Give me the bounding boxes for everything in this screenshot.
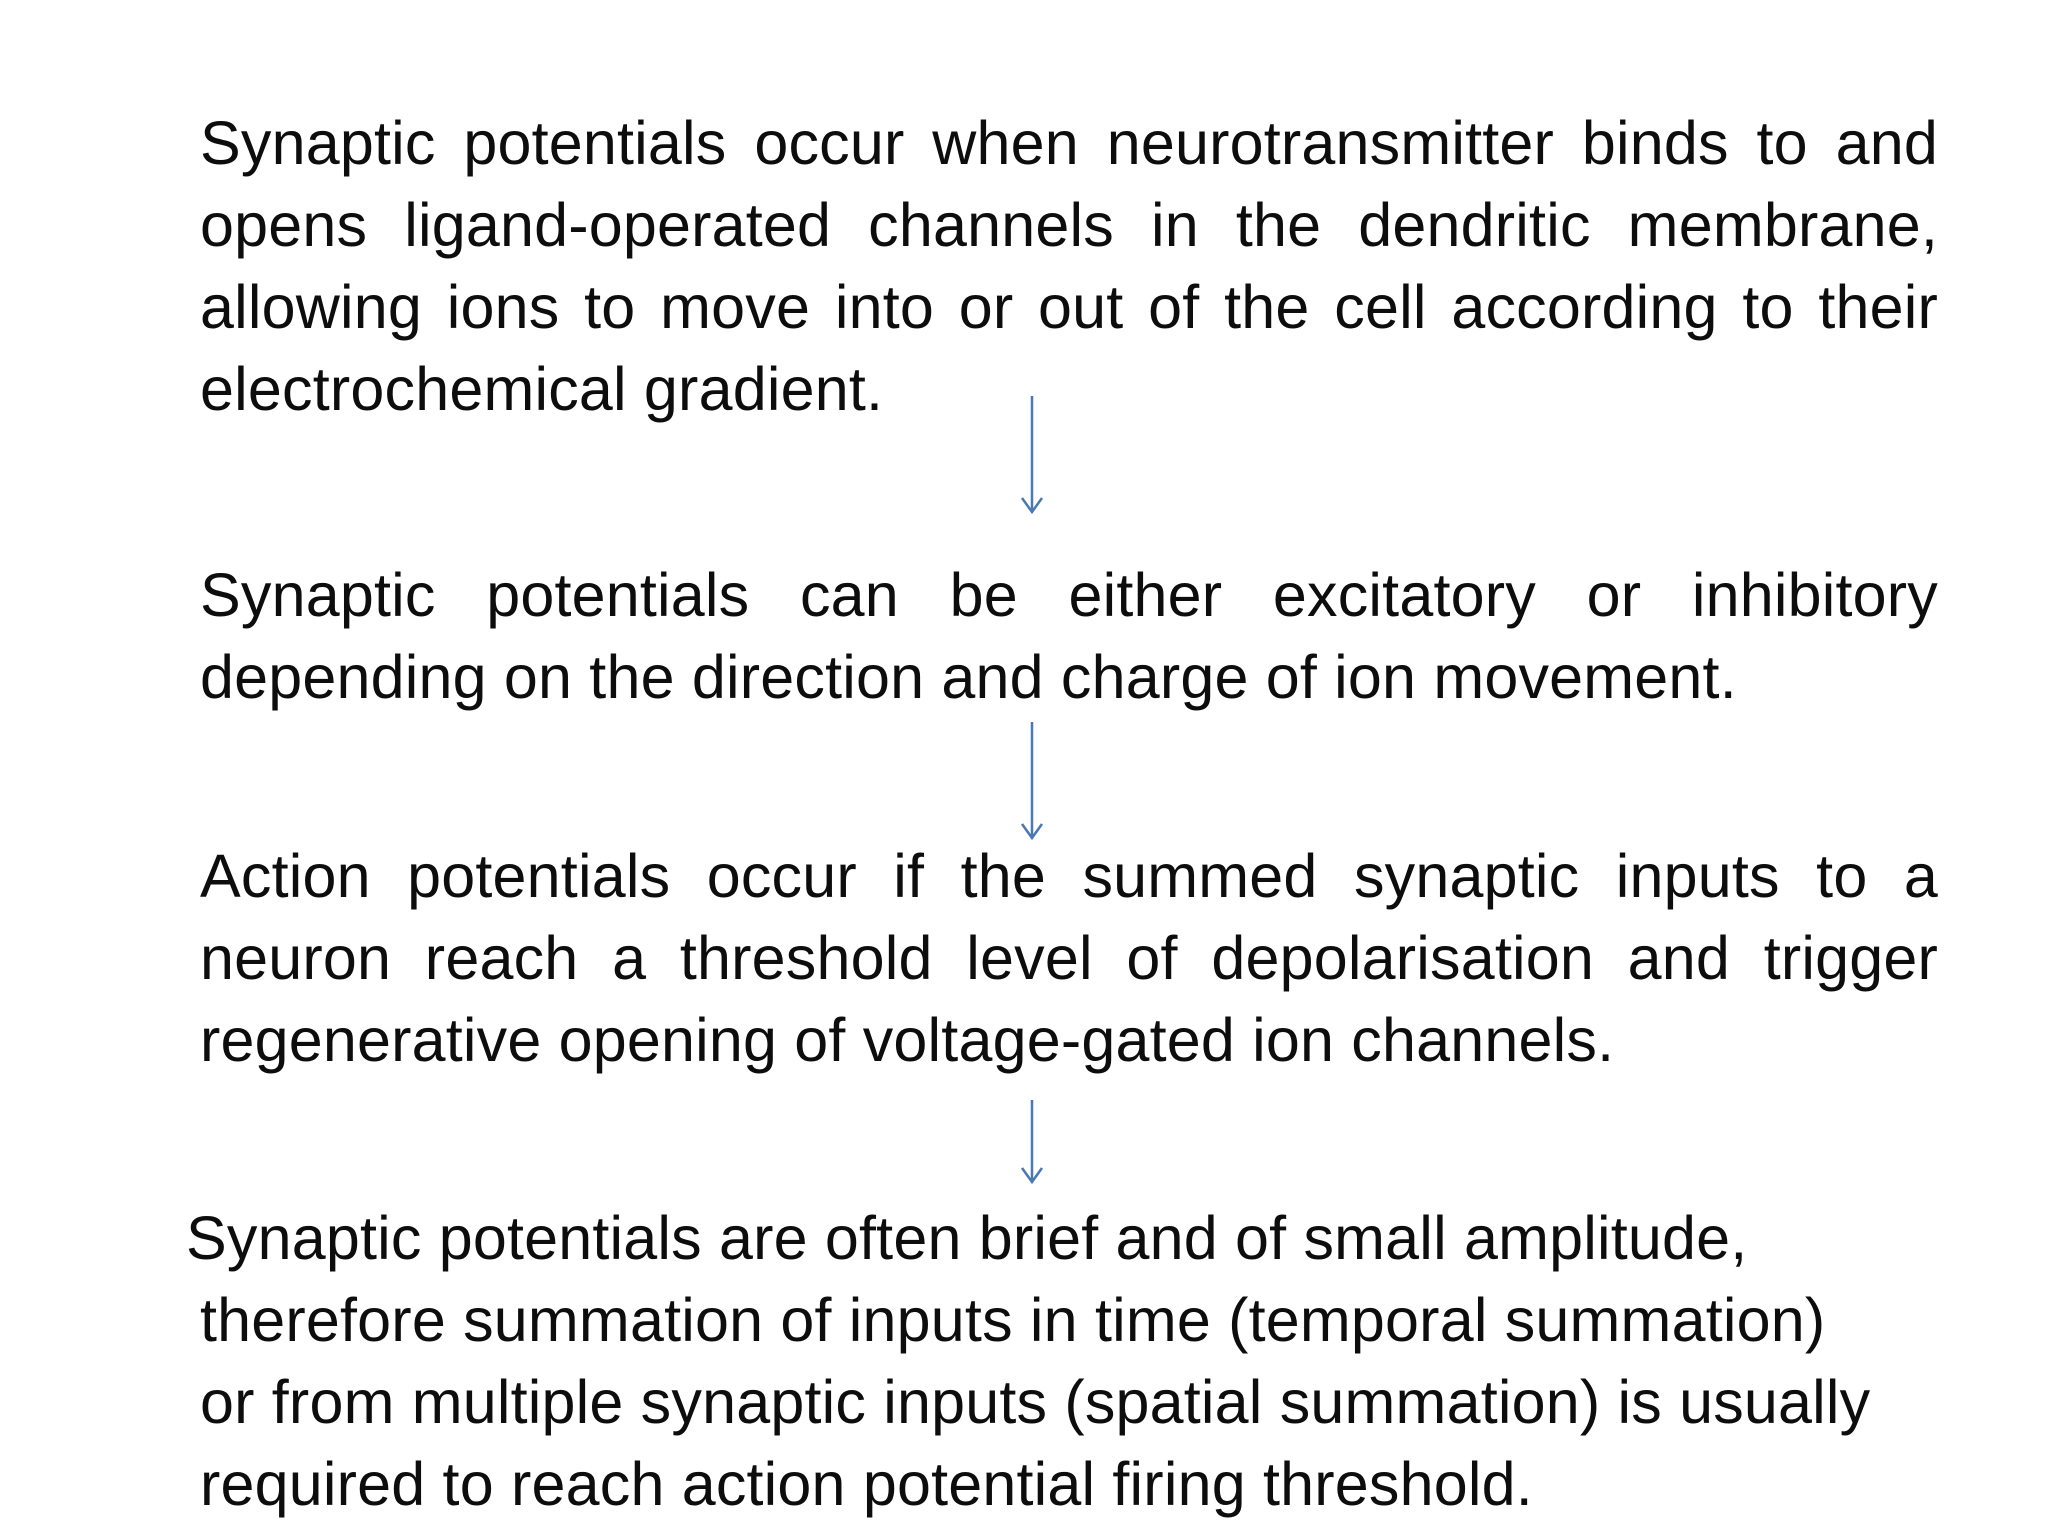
step-1-text: Synaptic potentials occur when neurotransmitter binds to and opens ligand-operated channels in the dendritic membrane, allowing ions to move into or out of the cell according to their electrochemical gradient. (200, 109, 1938, 423)
step-4-line: or from multiple synaptic inputs (spatial summation) is usually (200, 1368, 1871, 1436)
step-2-text: Synaptic potentials can be either excitatory or inhibitory depending on the direction and charge of ion movement. (200, 561, 1938, 711)
step-4-text (186, 1197, 1938, 1525)
step-4-line: required to reach action potential firing threshold. (200, 1450, 1533, 1518)
step-4-line: Synaptic potentials are often brief and of small amplitude, (186, 1204, 1748, 1272)
down-arrow-icon (1014, 396, 1050, 516)
down-arrow-icon (1014, 722, 1050, 842)
down-arrow-icon (1014, 1100, 1050, 1186)
step-4-line: therefore summation of inputs in time (temporal summation) (200, 1286, 1826, 1354)
step-3-text: Action potentials occur if the summed synaptic inputs to a neuron reach a threshold level of depolarisation and trigger regenerative opening of voltage-gated ion channels. (200, 842, 1938, 1074)
